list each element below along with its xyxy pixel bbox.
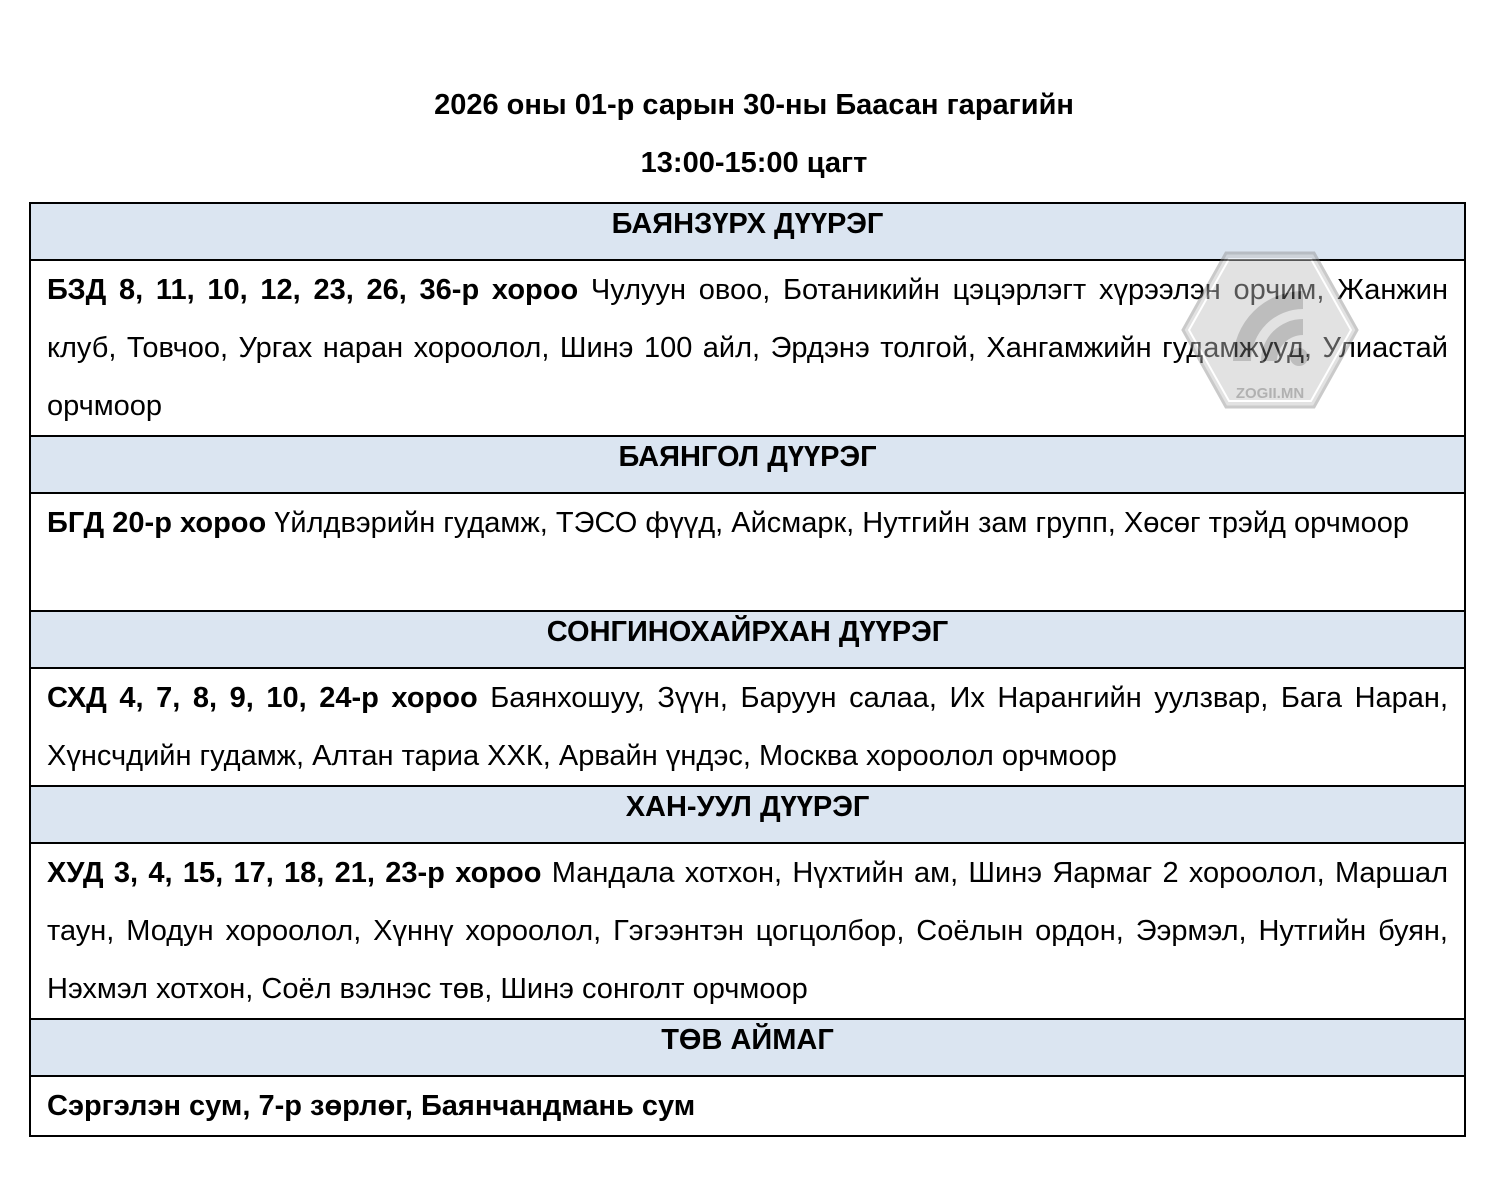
district-details: [30, 260, 1465, 436]
district-heading-row: [30, 786, 1465, 843]
watermark-label: ZOGII.MN: [1235, 385, 1305, 402]
locations-text: Баянхошуу, Зүүн, Баруун салаа, Их Нарангийн уулзвар, Бага Наран, Хүнсчдийн гудамж, Алтан тариа ХХК, Арвайн үндэс, Москва хороолол орчмоор: [47, 682, 1448, 772]
district-heading-text: ХАН-УУЛ ДҮҮРЭГ: [625, 791, 870, 823]
district-details-row: [30, 1076, 1465, 1136]
district-heading-row: [30, 203, 1465, 260]
district-heading: [30, 1019, 1465, 1076]
district-details: [30, 668, 1465, 786]
khoroo-codes: Сэргэлэн сум, 7-р зөрлөг, Баянчандмань сум: [47, 1090, 696, 1122]
locations-text: Үйлдвэрийн гудамж, ТЭСО фүүд, Айсмарк, Нутгийн зам групп, Хөсөг трэйд орчмоор: [266, 507, 1410, 539]
district-heading-text: СОНГИНОХАЙРХАН ДҮҮРЭГ: [546, 616, 949, 648]
district-details-row: [30, 668, 1465, 786]
district-heading-row: [30, 1019, 1465, 1076]
page-title: 2026 оны 01-р сарын 30-ны Баасан гарагийн: [434, 89, 1074, 121]
district-heading: [30, 786, 1465, 843]
outage-schedule-table: [29, 202, 1466, 1137]
district-heading-row: [30, 436, 1465, 493]
khoroo-codes: БГД 20-р хороо: [47, 507, 267, 539]
district-heading-row: [30, 611, 1465, 668]
district-heading: [30, 203, 1465, 260]
district-heading-text: БАЯНЗҮРХ ДҮҮРЭГ: [611, 208, 884, 240]
locations-text: Мандала хотхон, Нүхтийн ам, Шинэ Яармаг 2 хороолол, Маршал таун, Модун хороолол, Хүннү хороолол, Гэгээнтэн цогцолбор, Соёлын ордон, Ээрмэл, Нутгийн буян, Нэхмэл хотхон, Соёл вэлнэс төв, Шинэ сонголт орчмоор: [47, 857, 1449, 1005]
district-details: [30, 843, 1465, 1019]
district-details-row: [30, 260, 1465, 436]
khoroo-codes: БЗД 8, 11, 10, 12, 23, 26, 36-р хороо: [47, 274, 579, 306]
khoroo-codes: СХД 4, 7, 8, 9, 10, 24-р хороо: [47, 682, 478, 714]
khoroo-codes: ХУД 3, 4, 15, 17, 18, 21, 23-р хороо: [47, 857, 542, 889]
district-details: [30, 1076, 1465, 1136]
district-heading: [30, 611, 1465, 668]
locations-text: Чулуун овоо, Ботаникийн цэцэрлэгт хүрээлэн орчим, Жанжин клуб, Товчоо, Ургах наран хороолол, Шинэ 100 айл, Эрдэнэ толгой, Хангамжийн гудамжууд, Улиастай орчмоор: [47, 274, 1449, 422]
time-range: 13:00-15:00 цагт: [640, 147, 868, 179]
district-heading: [30, 436, 1465, 493]
district-heading-text: БАЯНГОЛ ДҮҮРЭГ: [618, 441, 877, 473]
district-details-row: [30, 493, 1465, 611]
district-details-row: [30, 843, 1465, 1019]
district-heading-text: ТӨВ АЙМАГ: [661, 1024, 834, 1056]
district-details: [30, 493, 1465, 611]
